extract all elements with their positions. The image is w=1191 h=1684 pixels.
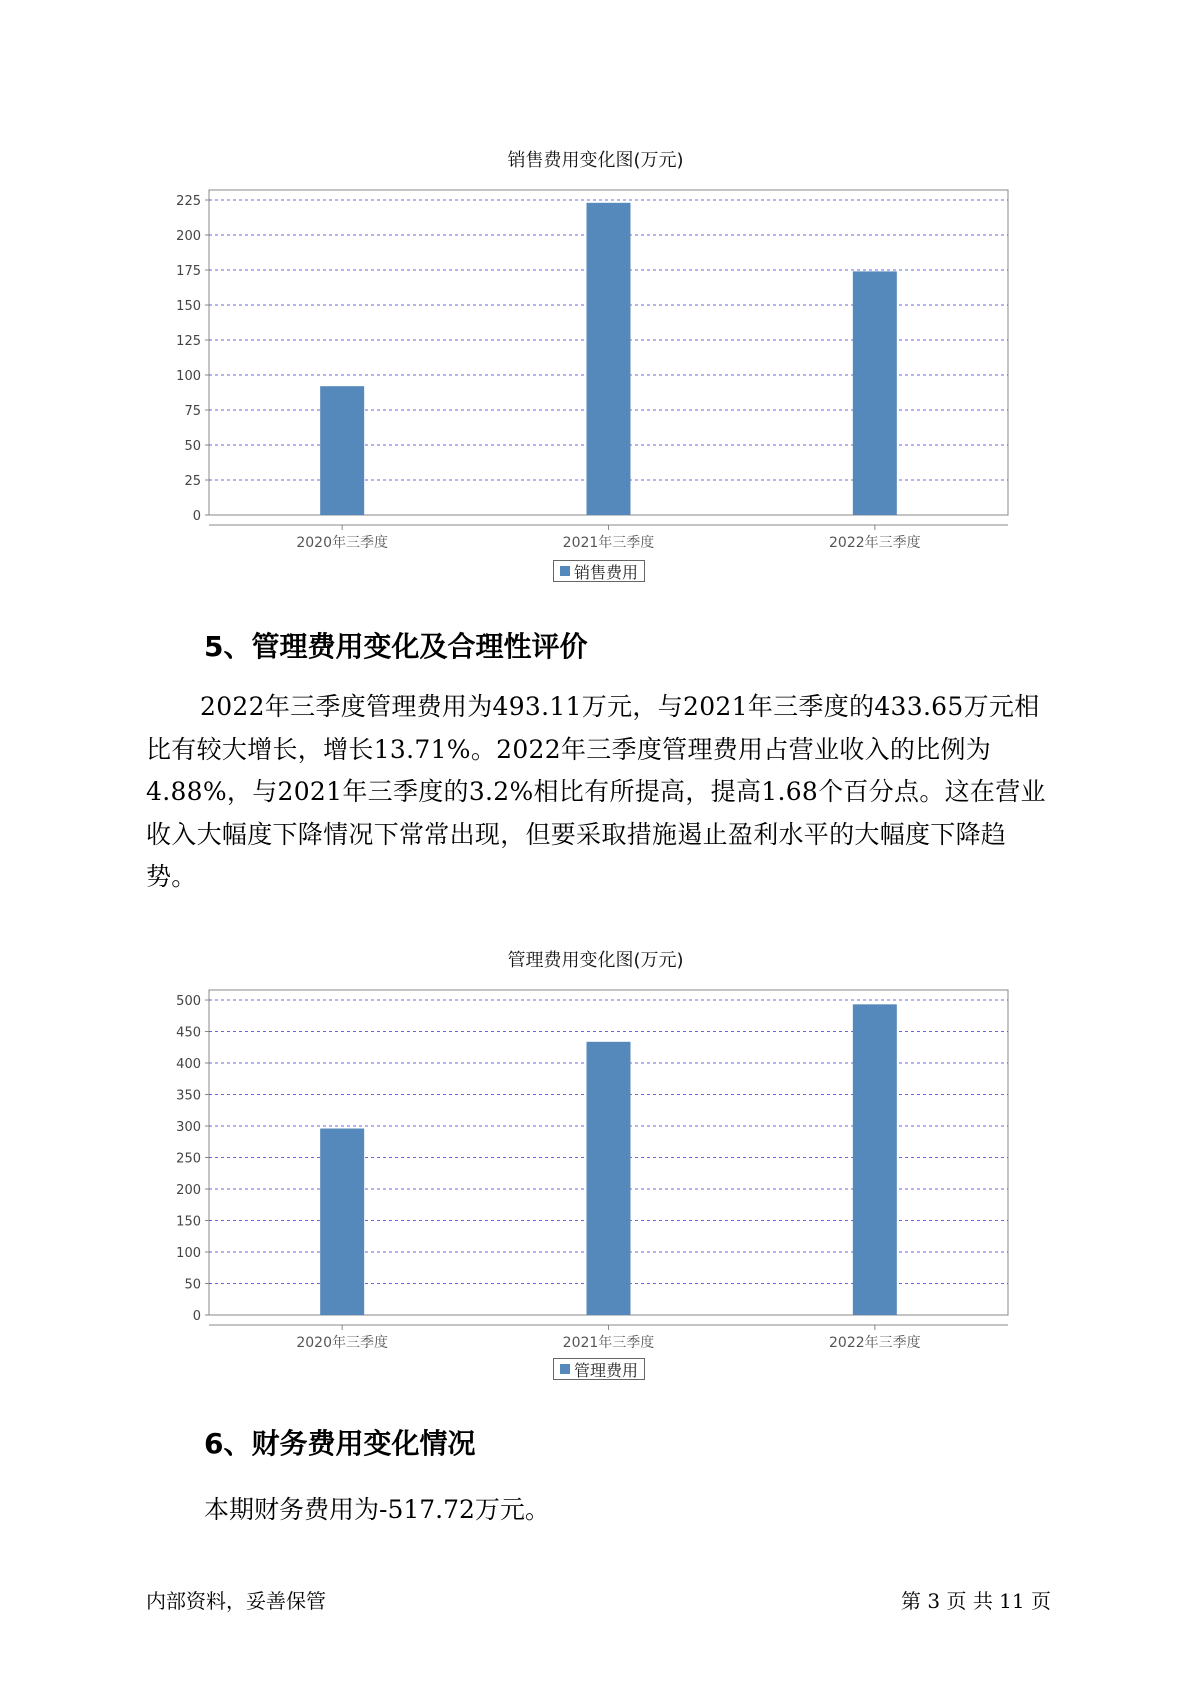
- y-tick-label: 200: [176, 229, 201, 244]
- bar: [853, 271, 897, 515]
- y-tick-label: 0: [192, 509, 201, 524]
- section-6-heading: 6、财务费用变化情况: [204, 1427, 476, 1460]
- x-tick-label: 2020年三季度: [296, 1335, 388, 1351]
- y-tick-label: 450: [176, 1025, 201, 1041]
- chart-legend: [553, 1358, 645, 1380]
- y-tick-label: 100: [176, 369, 201, 384]
- footer-confidential-note: 内部资料，妥善保管: [146, 1589, 326, 1613]
- footer-page-number: 第 3 页 共 11 页: [901, 1589, 1051, 1613]
- y-tick-label: 100: [176, 1246, 201, 1261]
- y-tick-label: 25: [184, 474, 201, 489]
- legend-label: 管理费用: [574, 1360, 639, 1380]
- y-tick-label: 200: [176, 1183, 201, 1198]
- y-tick-label: 50: [184, 439, 201, 454]
- admin-expense-chart: [0, 940, 1191, 1390]
- sales-expense-plot: [0, 140, 1191, 560]
- x-tick-label: 2020年三季度: [296, 535, 388, 551]
- y-tick-label: 50: [184, 1277, 201, 1293]
- y-tick-label: 225: [176, 194, 201, 209]
- bar: [320, 1129, 364, 1315]
- y-tick-label: 500: [176, 994, 201, 1009]
- bar: [587, 1042, 631, 1315]
- chart-title: 销售费用变化图(万元): [507, 150, 684, 171]
- y-tick-label: 400: [176, 1057, 201, 1072]
- section-5-heading: 5、管理费用变化及合理性评价: [204, 630, 588, 663]
- chart-title: 管理费用变化图(万元): [507, 950, 684, 971]
- sales-expense-chart: [0, 140, 1191, 590]
- x-tick-label: 2021年三季度: [562, 535, 655, 551]
- x-tick-label: 2022年三季度: [829, 535, 921, 551]
- legend-swatch: [560, 566, 570, 576]
- y-tick-label: 300: [176, 1120, 201, 1135]
- y-tick-label: 150: [176, 299, 201, 314]
- section-5-paragraph: 2022年三季度管理费用为493.11万元，与2021年三季度的433.65万元相比有较大增长，增长13.71%。2022年三季度管理费用占营业收入的比例为4.88%，与2021年三季度的3.2%相比有所提高，提高1.68个百分点。这在营业收入大幅度下降情况下常常出现，但要采取措施遏止盈利水平的大幅度下降趋势。: [146, 692, 1046, 891]
- legend-label: 销售费用: [574, 562, 639, 582]
- section-6-paragraph: 本期财务费用为-517.72万元。: [204, 1495, 550, 1524]
- bar: [587, 203, 631, 515]
- y-tick-label: 125: [176, 334, 201, 349]
- bar: [853, 1004, 897, 1315]
- admin-expense-plot: [0, 940, 1191, 1360]
- legend-swatch: [560, 1364, 570, 1374]
- y-tick-label: 250: [176, 1151, 201, 1167]
- x-tick-label: 2021年三季度: [562, 1335, 655, 1351]
- y-tick-label: 0: [192, 1309, 201, 1324]
- y-tick-label: 150: [176, 1214, 201, 1230]
- y-tick-label: 175: [176, 264, 201, 279]
- chart-legend: [553, 560, 645, 582]
- y-tick-label: 350: [176, 1088, 201, 1104]
- x-tick-label: 2022年三季度: [829, 1335, 921, 1351]
- y-tick-label: 75: [184, 404, 201, 419]
- bar: [320, 386, 364, 515]
